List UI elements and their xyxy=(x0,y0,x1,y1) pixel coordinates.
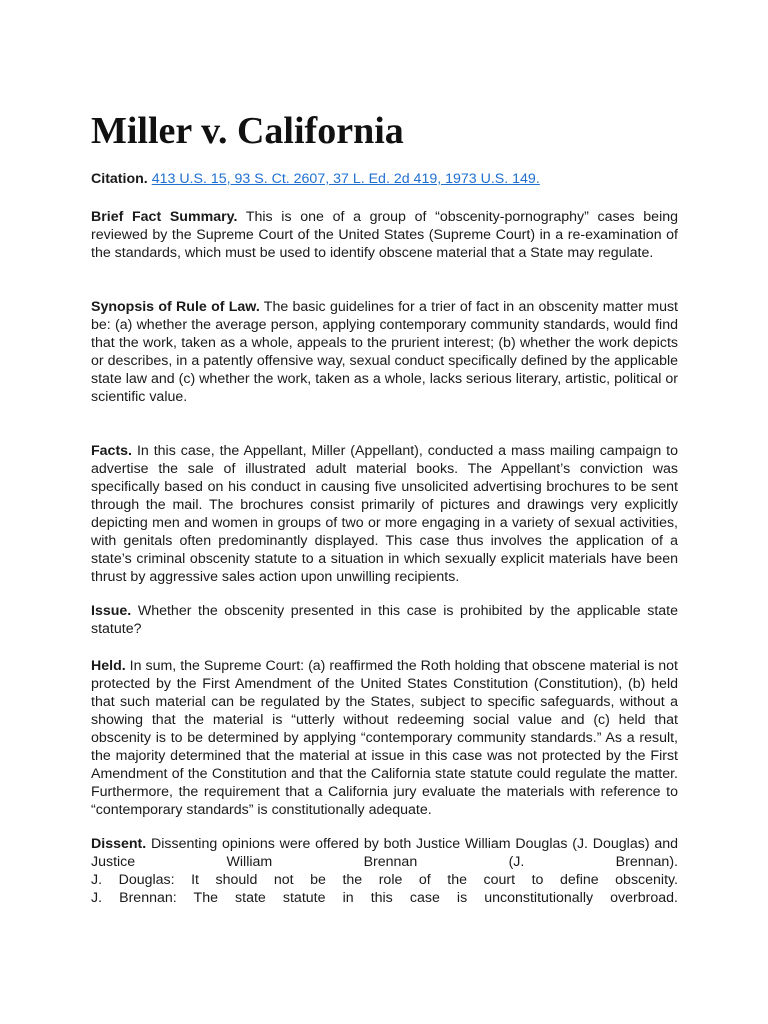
facts-label: Facts. xyxy=(91,443,133,459)
dissent-section xyxy=(91,835,678,907)
held-label: Held. xyxy=(91,658,126,674)
issue-label: Issue. xyxy=(91,603,132,619)
dissent-line-douglas: J. Douglas: It should not be the role of the court to define obscenity. xyxy=(91,872,678,888)
facts-section xyxy=(91,442,678,586)
synopsis-text: The basic guidelines for a trier of fact in an obscenity matter must be: (a) whether the average person, applying contemporary community standards, would find that the work, taken as a whole, appeals to the prurient interest; (b) whether the work depicts or describes, in a patently offensive way, sexual conduct specifically defined by the applicable state law and (c) whether the work, taken as a whole, lacks serious literary, artistic, political or scientific value. xyxy=(91,299,678,405)
issue-text: Whether the obscenity presented in this case is prohibited by the applicable state statute? xyxy=(91,603,678,637)
brief-fact-summary-section xyxy=(91,208,678,262)
held-text: In sum, the Supreme Court: (a) reaffirmed the Roth holding that obscene material is not protected by the First Amendment of the United States Constitution (Constitution), (b) held that such material can be regulated by the States, subject to specific safeguards, without a showing that the material is “utterly without redeeming social value and (c) held that obscenity is to be determined by applying “contemporary community standards.” As a result, the majority determined that the material at issue in this case was not protected by the First Amendment of the Constitution and that the California state statute could regulate the matter. Furthermore, the requirement that a California jury evaluate the materials with reference to “contemporary standards” is constitutionally adequate. xyxy=(91,658,678,818)
synopsis-section xyxy=(91,298,678,406)
dissent-line-brennan: J. Brennan: The state statute in this case is unconstitutionally overbroad. xyxy=(91,890,678,906)
brief-fact-summary-label: Brief Fact Summary. xyxy=(91,209,238,225)
brief-fact-summary-text: This is one of a group of “obscenity-pornography” cases being reviewed by the Supreme Court of the United States (Supreme Court) in a re-examination of the standards, which must be used to identify obscene material that a State may regulate. xyxy=(91,209,679,261)
issue-section xyxy=(91,602,678,638)
facts-text: In this case, the Appellant, Miller (Appellant), conducted a mass mailing campaign to advertise the sale of illustrated adult material books. The Appellant’s conviction was specifically based on his conduct in causing five unsolicited advertising brochures to be sent through the mail. The brochures consist primarily of pictures and drawings very explicitly depicting men and women in groups of two or more engaging in a variety of sexual activities, with genitals often predominantly displayed. This case thus involves the application of a state’s criminal obscenity statute to a situation in which sexually explicit materials have been thrust by aggressive sales action upon unwilling recipients. xyxy=(91,443,678,585)
synopsis-label: Synopsis of Rule of Law. xyxy=(91,299,260,315)
page-title: Miller v. California xyxy=(91,110,404,152)
dissent-line-1 xyxy=(91,835,678,871)
citation-section xyxy=(91,170,678,188)
citation-link[interactable]: 413 U.S. 15, 93 S. Ct. 2607, 37 L. Ed. 2d 419, 1973 U.S. 149. xyxy=(151,171,540,187)
citation-label: Citation. xyxy=(91,171,148,187)
dissent-label: Dissent. xyxy=(91,836,147,852)
held-section xyxy=(91,657,678,819)
dissent-text: Dissenting opinions were offered by both Justice William Douglas (J. Douglas) and Justice William Brennan (J. Brennan). xyxy=(91,836,678,870)
